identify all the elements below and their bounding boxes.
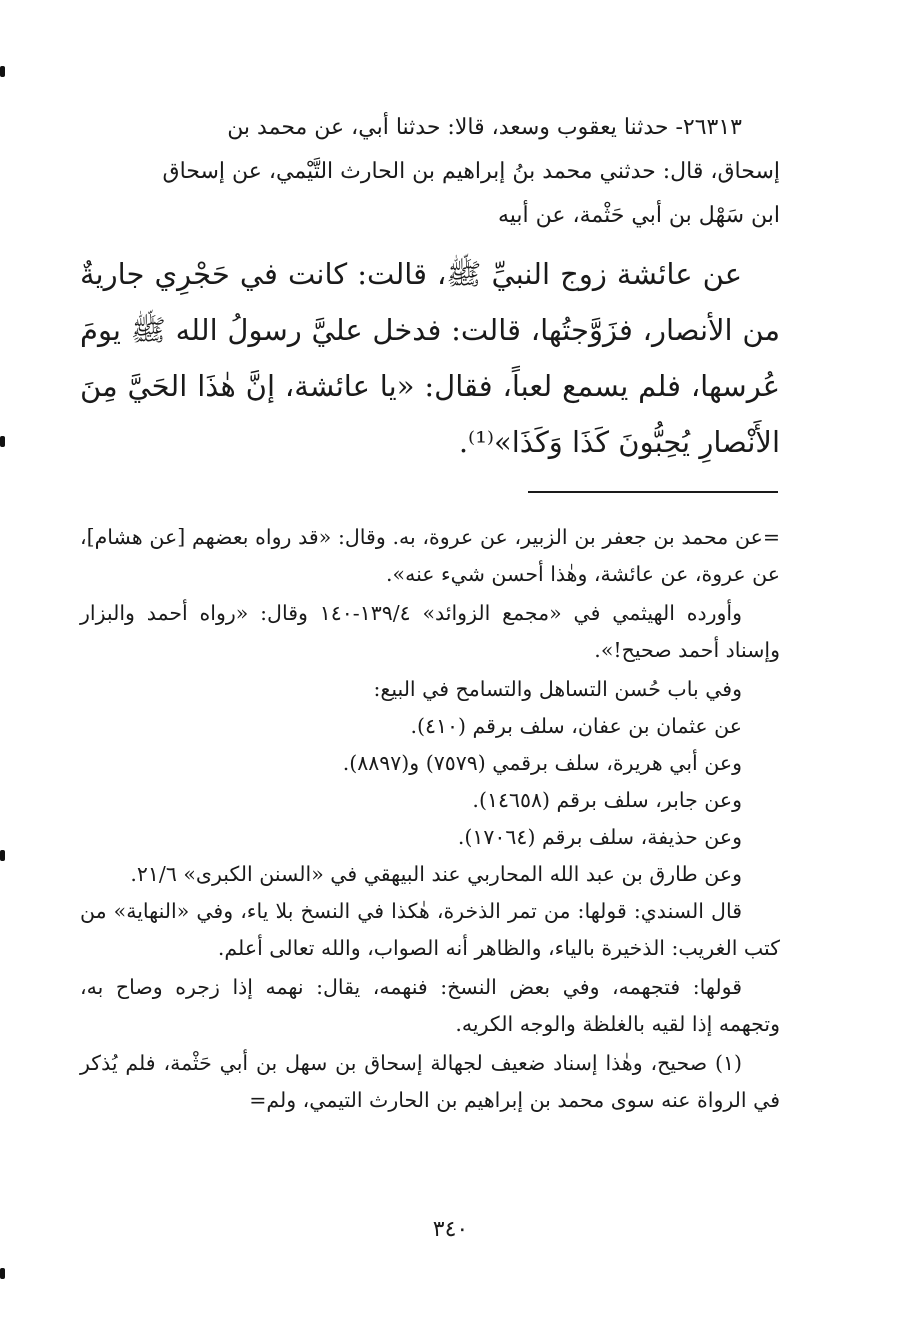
footnote-paragraph: (١) صحيح، وهٰذا إسناد ضعيف لجهالة إسحاق بن سهل بن أبي حَثْمة، فلم يُذكر في الرواة عنه سوى محمد بن إبراهيم بن الحارث التيمي، ولم=	[80, 1051, 780, 1112]
footnote-paragraph: وأورده الهيثمي في «مجمع الزوائد» ١٣٩/٤-١٤٠ وقال: «رواه أحمد والبزار وإسناد أحمد صحيح!».	[80, 601, 780, 662]
footnote-paragraph: قال السندي: قولها: من تمر الذخرة، هٰكذا في النسخ بلا ياء، وفي «النهاية» من كتب الغريب: الذخيرة بالياء، والظاهر أنه الصواب، والله تعالى أعلم.	[80, 899, 780, 960]
footnote-paragraph: وعن جابر، سلف برقم (١٤٦٥٨).	[472, 788, 742, 812]
left-margin-mark-lower	[0, 850, 5, 861]
footnote-paragraph: =عن محمد بن جعفر بن الزبير، عن عروة، به. وقال: «قد رواه بعضهم [عن هشام]، عن عروة، عن عائشة، وهٰذا أحسن شيء عنه».	[80, 525, 780, 586]
left-margin-mark-top	[0, 66, 5, 77]
footnote-separator	[528, 491, 778, 493]
footnotes	[80, 519, 780, 1119]
footnote-paragraph: عن عثمان بن عفان، سلف برقم (٤١٠).	[410, 714, 742, 738]
footnote-paragraph: وعن طارق بن عبد الله المحاربي عند البيهقي في «السنن الكبرى» ٢١/٦.	[130, 862, 742, 886]
isnad-line: ابن سَهْل بن أبي حَثْمة، عن أبيه	[497, 203, 780, 228]
left-margin-mark-middle	[0, 436, 5, 447]
hadith-matn	[80, 246, 780, 470]
footnote-paragraph: وفي باب حُسن التساهل والتسامح في البيع:	[373, 677, 742, 701]
isnad-line: إسحاق، قال: حدثني محمد بنُ إبراهيم بن الحارث التَّيْمي، عن إسحاق	[162, 159, 780, 184]
footnote-paragraph: قولها: فتجهمه، وفي بعض النسخ: فنهمه، يقال: نهمه إذا زجره وصاح به، وتجهمه إذا لقيه بالغلظة والوجه الكريه.	[80, 975, 780, 1036]
page-number: ٣٤٠	[432, 1217, 469, 1242]
footnote-paragraph: وعن أبي هريرة، سلف برقمي (٧٥٧٩) و(٨٨٩٧).	[342, 751, 742, 775]
left-margin-mark-bottom	[0, 1268, 5, 1279]
hadith-isnad	[80, 106, 780, 238]
matn-text: عن عائشة زوج النبيِّ ﷺ، قالت: كانت في حَجْرِي جاريةٌ من الأنصار، فزَوَّجتُها، قالت: فدخل عليَّ رسولُ الله ﷺ يومَ عُرسها، فلم يسمع لعباً، فقال: «يا عائشة، إنَّ هٰذَا الحَيَّ مِنَ الأَنْصارِ يُحِبُّونَ كَذَا وَكَذَا»⁽¹⁾.	[80, 257, 780, 459]
isnad-line: ٢٦٣١٣- حدثنا يعقوب وسعد، قالا: حدثنا أبي، عن محمد بن	[227, 115, 742, 140]
footnote-paragraph: وعن حذيفة، سلف برقم (١٧٠٦٤).	[457, 825, 742, 849]
